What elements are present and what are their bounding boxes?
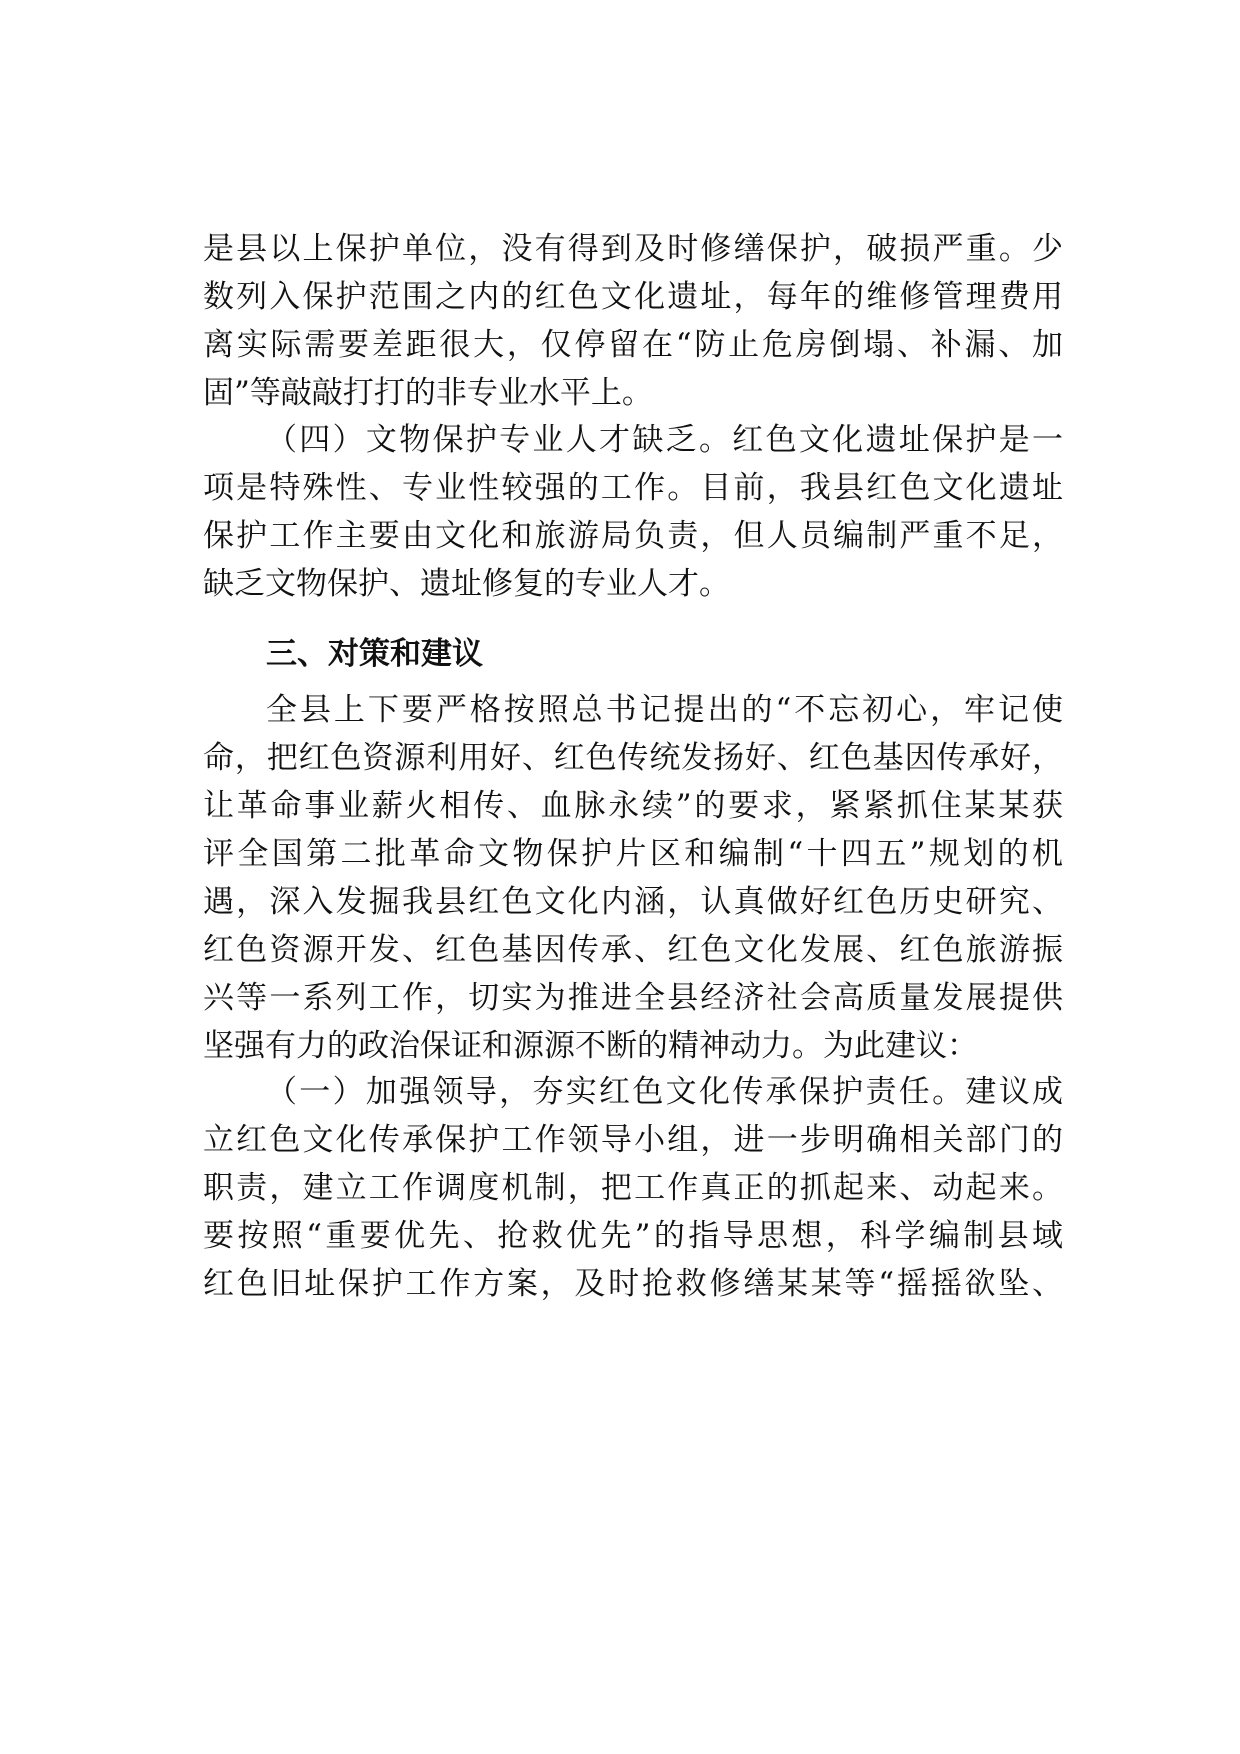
text-line: 职责，建立工作调度机制，把工作真正的抓起来、动起来。 [203,1170,1063,1206]
text-line: 红色旧址保护工作方案，及时抢救修缮某某等“摇摇欲坠、 [203,1266,1063,1302]
text-line: 数列入保护范围之内的红色文化遗址，每年的维修管理费用 [203,279,1063,315]
paragraph-2 [203,416,1063,608]
text-line: 兴等一系列工作，切实为推进全县经济社会高质量发展提供 [203,980,1063,1016]
text-line: 是县以上保护单位，没有得到及时修缮保护，破损严重。少 [203,231,1063,267]
text-line: 立红色文化传承保护工作领导小组，进一步明确相关部门的 [203,1122,1063,1158]
text-line: 红色资源开发、红色基因传承、红色文化发展、红色旅游振 [203,932,1063,968]
text-line: （一）加强领导，夯实红色文化传承保护责任。建议成 [266,1074,1063,1110]
section-heading: 三、对策和建议 [266,636,483,672]
text-line: 离实际需要差距很大，仅停留在“防止危房倒塌、补漏、加 [203,327,1063,363]
text-line: （四）文物保护专业人才缺乏。红色文化遗址保护是一 [266,422,1063,458]
text-line: 让革命事业薪火相传、血脉永续”的要求，紧紧抓住某某获 [203,788,1063,824]
text-line: 遇，深入发掘我县红色文化内涵，认真做好红色历史研究、 [203,884,1063,920]
text-line: 保护工作主要由文化和旅游局负责，但人员编制严重不足， [203,518,1063,554]
text-line: 缺乏文物保护、遗址修复的专业人才。 [203,566,730,602]
text-line: 评全国第二批革命文物保护片区和编制“十四五”规划的机 [203,836,1063,872]
paragraph-1 [203,225,1063,417]
text-line: 要按照“重要优先、抢救优先”的指导思想，科学编制县域 [203,1218,1063,1254]
text-line: 项是特殊性、专业性较强的工作。目前，我县红色文化遗址 [203,470,1063,506]
text-line: 全县上下要严格按照总书记提出的“不忘初心，牢记使 [266,692,1063,728]
text-line: 固”等敲敲打打的非专业水平上。 [203,375,653,411]
text-line: 命，把红色资源利用好、红色传统发扬好、红色基因传承好， [203,740,1063,776]
paragraph-4 [203,1068,1063,1308]
paragraph-3 [203,686,1063,1070]
text-line: 坚强有力的政治保证和源源不断的精神动力。为此建议： [203,1028,978,1064]
